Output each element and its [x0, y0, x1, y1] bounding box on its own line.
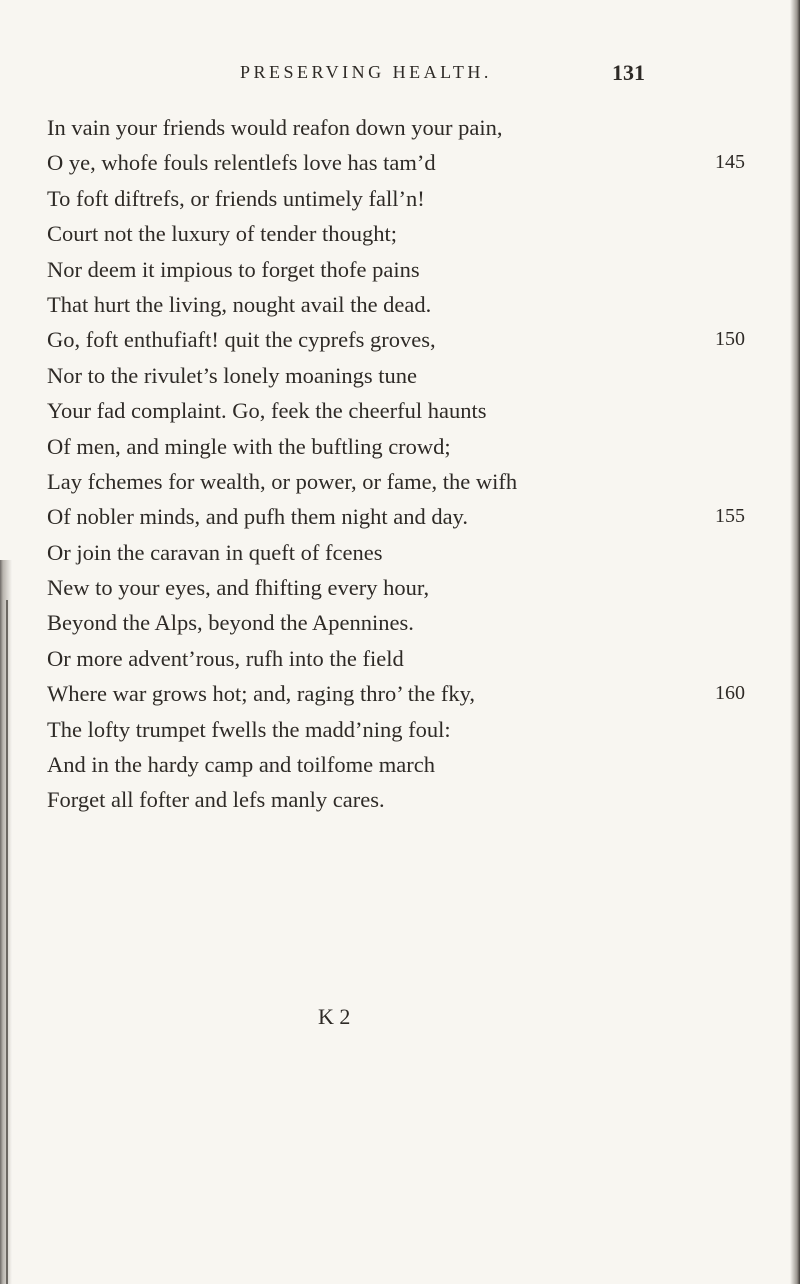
verse-line-text: Lay fchemes for wealth, or power, or fame, the wifh: [47, 468, 518, 494]
signature-mark: K 2: [318, 1004, 351, 1029]
verse-line: [47, 499, 767, 534]
verse-line: [47, 570, 767, 605]
verse-line: [47, 181, 767, 216]
page-edge-line: [6, 600, 8, 1284]
verse-line: [47, 145, 767, 180]
verse-line: [47, 322, 767, 357]
verse-line: [47, 393, 767, 428]
verse-line-text: To foft diftrefs, or friends untimely fall’n!: [47, 185, 425, 211]
verse-line-text: Your fad complaint. Go, feek the cheerful haunts: [47, 398, 487, 424]
verse-line-text: Nor deem it impious to forget thofe pains: [47, 256, 420, 282]
line-number: 160: [715, 682, 745, 705]
verse-line: [47, 782, 767, 817]
verse-line-text: Beyond the Alps, beyond the Apennines.: [47, 610, 414, 636]
verse-line: [47, 110, 767, 145]
line-number: 145: [715, 151, 745, 174]
verse-line: [47, 429, 767, 464]
verse-line-text: O ye, whofe fouls relentlefs love has tam’d: [47, 150, 436, 176]
verse-block: [47, 110, 767, 818]
verse-line-text: In vain your friends would reafon down your pain,: [47, 115, 503, 140]
verse-line: [47, 605, 767, 640]
verse-line-text: Of nobler minds, and pufh them night and day.: [47, 504, 468, 530]
page-number: 131: [612, 60, 645, 85]
verse-line-text: Or join the caravan in queft of fcenes: [47, 539, 383, 565]
verse-line: [47, 464, 767, 499]
line-number: 150: [715, 328, 745, 351]
verse-line-text: Forget all fofter and lefs manly cares.: [47, 787, 385, 813]
verse-line-text: Or more advent’rous, rufh into the field: [47, 645, 404, 671]
verse-line-text: That hurt the living, nought avail the dead.: [47, 291, 432, 317]
running-title: PRESERVING HEALTH.: [240, 62, 492, 82]
verse-line-text: New to your eyes, and fhifting every hour,: [47, 575, 430, 601]
verse-line: [47, 641, 767, 676]
verse-line: [47, 287, 767, 322]
verse-line-text: Court not the luxury of tender thought;: [47, 221, 397, 247]
verse-line: [47, 358, 767, 393]
verse-line: [47, 676, 767, 711]
verse-line: [47, 216, 767, 251]
verse-line-text: Where war grows hot; and, raging thro’ the fky,: [47, 681, 475, 707]
right-page-edge: [790, 0, 800, 1284]
verse-line-text: The lofty trumpet fwells the madd’ning foul:: [47, 716, 451, 742]
line-number: 155: [715, 505, 745, 528]
verse-line-text: Of men, and mingle with the buftling crowd;: [47, 433, 451, 459]
running-head: [0, 62, 800, 92]
verse-line: [47, 747, 767, 782]
verse-line-text: And in the hardy camp and toilfome march: [47, 752, 436, 778]
verse-line: [47, 712, 767, 747]
verse-line: [47, 535, 767, 570]
verse-line-text: Go, foft enthufiaft! quit the cyprefs groves,: [47, 327, 436, 353]
verse-line: [47, 252, 767, 287]
verse-line-text: Nor to the rivulet’s lonely moanings tune: [47, 362, 417, 388]
